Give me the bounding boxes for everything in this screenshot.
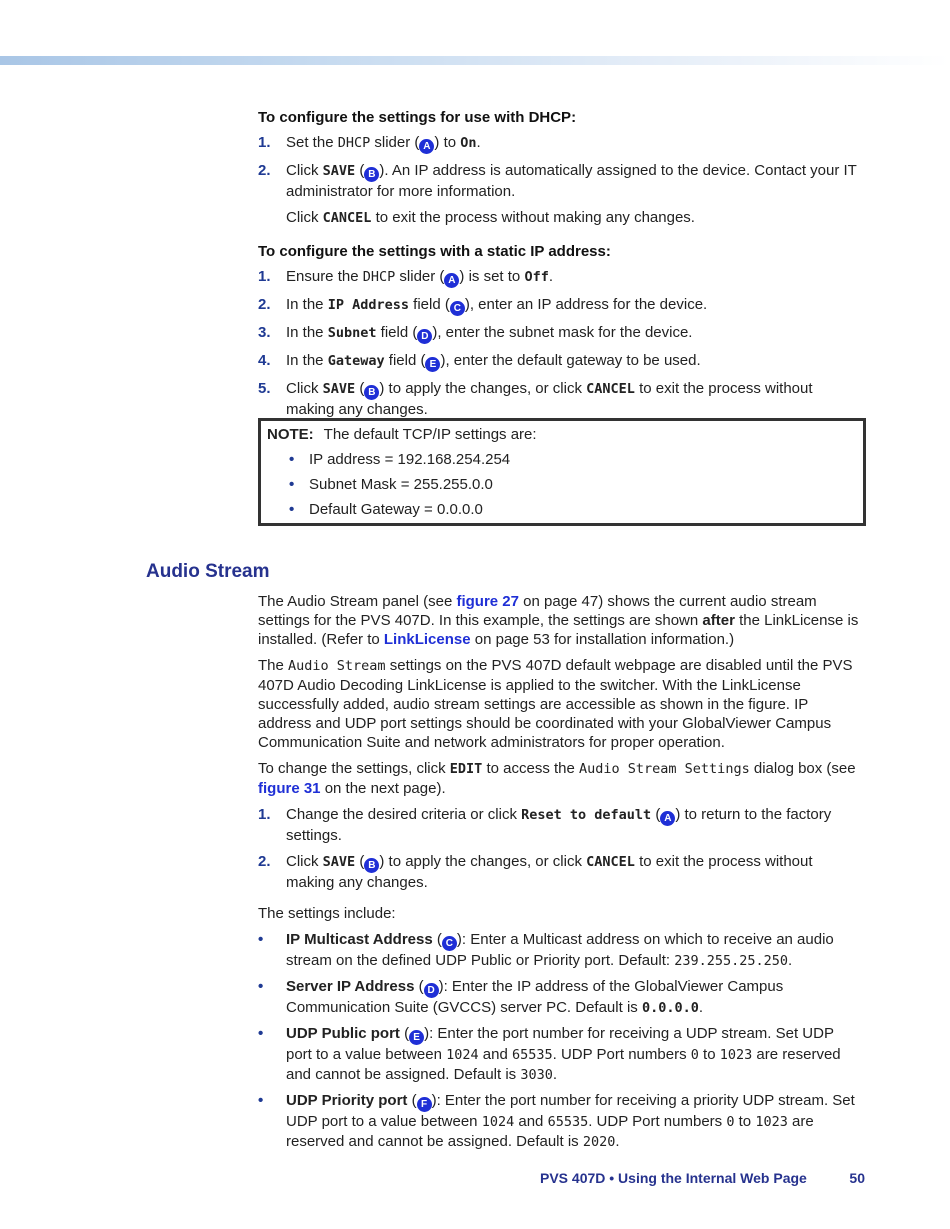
note-item xyxy=(267,500,863,519)
step-number: 1. xyxy=(258,268,271,285)
cancel-term: CANCEL xyxy=(322,210,372,226)
step-text: Change the desired criteria or click xyxy=(286,806,522,823)
bullet-icon: • xyxy=(289,476,295,493)
dhcp-term: DHCP xyxy=(362,269,396,285)
static-step-4 xyxy=(258,351,862,372)
setting-text: . xyxy=(788,952,793,969)
static-step-2 xyxy=(258,295,862,316)
setting-text: ): Enter the IP address of the GlobalViewer Campus Communication Suite (GVCCS) server PC. Default is xyxy=(286,978,784,1016)
port-min: 1024 xyxy=(446,1047,479,1063)
static-step-5 xyxy=(258,379,862,419)
setting-text: ): Enter the port number for receiving a priority UDP stream. Set UDP port to a value between xyxy=(286,1092,855,1130)
callout-b-icon: B xyxy=(364,167,379,182)
audio-step-1 xyxy=(258,805,862,845)
setting-text: . UDP Port numbers xyxy=(552,1046,691,1063)
network-settings-section xyxy=(258,108,862,426)
callout-b-icon: B xyxy=(364,385,379,400)
callout-e-icon: E xyxy=(409,1030,424,1045)
step-number: 1. xyxy=(258,134,271,151)
callout-c-icon: C xyxy=(442,936,457,951)
step-text: Set the xyxy=(286,134,338,151)
step-number: 2. xyxy=(258,296,271,313)
dhcp-term: DHCP xyxy=(337,135,371,151)
setting-text: and xyxy=(478,1046,512,1063)
edit-term: EDIT xyxy=(449,761,483,777)
port-max: 65535 xyxy=(512,1047,553,1063)
step-text: Ensure the xyxy=(286,268,363,285)
para-text: to exit the process without making any changes. xyxy=(371,209,695,226)
para-text: the LinkLicense is installed. (Refer to xyxy=(258,612,859,648)
setting-text: ( xyxy=(399,1025,410,1042)
audio-step-2 xyxy=(258,852,862,892)
port-max: 65535 xyxy=(547,1114,589,1130)
static-heading: To configure the settings with a static IP address: xyxy=(258,243,611,260)
step-text: ) to xyxy=(434,134,461,151)
figure-31-link[interactable]: figure 31 xyxy=(258,780,321,797)
step-text: . xyxy=(548,268,554,285)
step-text: ( xyxy=(355,162,365,179)
on-term: On xyxy=(460,135,477,151)
setting-udp-public-port xyxy=(258,1024,862,1085)
audio-stream-title: Audio Stream xyxy=(146,561,270,582)
step-text: . xyxy=(476,134,481,151)
settings-intro: The settings include: xyxy=(258,905,396,922)
setting-text: ( xyxy=(432,931,442,948)
para-text: Click xyxy=(286,209,323,226)
step-text: slider ( xyxy=(395,268,445,285)
after-emphasis: after xyxy=(702,612,735,629)
setting-text: ( xyxy=(407,1092,417,1109)
step-number: 3. xyxy=(258,324,271,341)
ip-address-term: IP Address xyxy=(327,297,409,313)
para-text: dialog box (see xyxy=(749,760,856,777)
audio-stream-settings-term: Audio Stream Settings xyxy=(579,761,750,777)
page-number: 50 xyxy=(849,1170,865,1186)
audio-paragraph-3 xyxy=(258,759,862,798)
setting-text: . UDP Port numbers xyxy=(588,1113,727,1130)
save-term: SAVE xyxy=(322,163,356,179)
step-text: Click xyxy=(286,380,323,397)
setting-name: UDP Public port xyxy=(286,1025,400,1042)
callout-d-icon: D xyxy=(424,983,439,998)
gateway-term: Gateway xyxy=(327,353,385,369)
callout-f-icon: F xyxy=(417,1097,432,1112)
note-item xyxy=(267,475,863,494)
figure-27-link[interactable]: figure 27 xyxy=(456,593,519,610)
note-item-text: IP address = 192.168.254.254 xyxy=(309,451,511,468)
note-item-text: Subnet Mask = 255.255.0.0 xyxy=(309,476,493,493)
bullet-icon: • xyxy=(258,1025,264,1042)
step-text: ) to apply the changes, or click xyxy=(379,380,587,397)
linklicense-link[interactable]: LinkLicense xyxy=(383,631,471,648)
reserved-max: 1023 xyxy=(719,1047,753,1063)
default-value: 0.0.0.0 xyxy=(641,1000,699,1016)
subnet-term: Subnet xyxy=(327,325,377,341)
dhcp-heading: To configure the settings for use with DHCP: xyxy=(258,109,577,126)
setting-text: ): Enter a Multicast address on which to receive an audio stream on the defined UDP Public or Priority port. Default: xyxy=(286,931,834,969)
para-text: The xyxy=(258,657,289,674)
setting-text: are reserved and cannot be assigned. Default is xyxy=(286,1113,814,1150)
audio-stream-section xyxy=(258,592,862,1158)
para-text: to access the xyxy=(482,760,580,777)
callout-a-icon: A xyxy=(660,811,675,826)
default-value: 239.255.25.250 xyxy=(674,953,789,969)
callout-c-icon: C xyxy=(450,301,465,316)
audio-paragraph-1 xyxy=(258,592,862,649)
step-text: ) is set to xyxy=(459,268,525,285)
setting-name: UDP Priority port xyxy=(286,1092,408,1109)
step-text: to exit the process without making any changes. xyxy=(286,380,813,418)
setting-text: and xyxy=(514,1113,548,1130)
step-number: 5. xyxy=(258,380,271,397)
off-term: Off xyxy=(524,269,549,285)
step-number: 2. xyxy=(258,853,271,870)
step-text: ( xyxy=(355,380,365,397)
step-text: field ( xyxy=(376,324,418,341)
dhcp-cancel-note xyxy=(258,208,862,228)
reserved-min: 0 xyxy=(726,1114,735,1130)
step-number: 2. xyxy=(258,162,271,179)
step-text: ), enter the default gateway to be used. xyxy=(440,352,701,369)
save-term: SAVE xyxy=(322,854,356,870)
step-number: 4. xyxy=(258,352,271,369)
setting-text: to xyxy=(734,1113,756,1130)
bullet-icon: • xyxy=(258,1092,264,1109)
reserved-max: 1023 xyxy=(755,1114,788,1130)
cancel-term: CANCEL xyxy=(586,381,635,397)
step-text: In the xyxy=(286,352,328,369)
para-text: settings on the PVS 407D default webpage are disabled until the PVS 407D Audio Decoding LinkLicense is applied to the switcher. With the LinkLicense successfully added, audio stream settings are accessible as shown in the figure. IP address and UDP port settings should be coordinated with your GlobalViewer Campus Communication Suite and network administrators for proper operation. xyxy=(258,657,853,751)
step-text: ). An IP address is automatically assigned to the device. Contact your IT administrator for more information. xyxy=(286,162,857,200)
note-item xyxy=(267,450,863,469)
setting-name: Server IP Address xyxy=(286,978,415,995)
para-text: on page 53 for installation information.) xyxy=(470,631,735,648)
bullet-icon: • xyxy=(258,931,264,948)
step-text: ( xyxy=(651,806,661,823)
step-text: to exit the process without making any changes. xyxy=(286,853,813,891)
default-value: 3030 xyxy=(520,1067,553,1083)
step-text: ( xyxy=(355,853,365,870)
setting-ip-multicast xyxy=(258,930,862,971)
setting-text: ( xyxy=(414,978,424,995)
callout-e-icon: E xyxy=(425,357,440,372)
setting-text: . xyxy=(615,1133,620,1150)
port-min: 1024 xyxy=(481,1114,515,1130)
bullet-icon: • xyxy=(289,451,295,468)
step-text: In the xyxy=(286,296,328,313)
audio-stream-term: Audio Stream xyxy=(288,658,386,674)
dhcp-step-2 xyxy=(258,161,862,201)
footer-text: PVS 407D • Using the Internal Web Page xyxy=(540,1170,807,1186)
step-text: ), enter an IP address for the device. xyxy=(464,296,708,313)
setting-text: . xyxy=(552,1066,558,1083)
callout-a-icon: A xyxy=(444,273,459,288)
step-number: 1. xyxy=(258,806,271,823)
step-text: slider ( xyxy=(370,134,420,151)
step-text: Click xyxy=(286,853,323,870)
setting-server-ip xyxy=(258,977,862,1018)
bullet-icon: • xyxy=(289,501,295,518)
note-box xyxy=(258,418,866,526)
setting-text: to xyxy=(698,1046,720,1063)
step-text: In the xyxy=(286,324,328,341)
step-text: ) to apply the changes, or click xyxy=(379,853,587,870)
cancel-term: CANCEL xyxy=(586,854,635,870)
reset-to-default-term: Reset to default xyxy=(521,807,652,823)
reserved-min: 0 xyxy=(690,1047,699,1063)
header-gradient-bar xyxy=(0,56,950,65)
static-step-1 xyxy=(258,267,862,288)
para-text: on page 47) shows the current audio stream settings for the PVS 407D. In this example, the settings are shown xyxy=(258,593,817,629)
step-text: field ( xyxy=(408,296,450,313)
callout-d-icon: D xyxy=(417,329,432,344)
step-text: Click xyxy=(286,162,323,179)
audio-paragraph-2 xyxy=(258,656,862,752)
page-footer xyxy=(540,1169,865,1188)
para-text: The Audio Stream panel (see xyxy=(258,593,457,610)
callout-b-icon: B xyxy=(364,858,379,873)
note-item-text: Default Gateway = 0.0.0.0 xyxy=(309,501,483,518)
save-term: SAVE xyxy=(322,381,356,397)
step-text: ) to return to the factory settings. xyxy=(286,806,832,844)
default-value: 2020 xyxy=(582,1134,616,1150)
dhcp-step-1 xyxy=(258,133,862,154)
step-text: field ( xyxy=(384,352,426,369)
para-text: on the next page). xyxy=(320,780,446,797)
bullet-icon: • xyxy=(258,978,264,995)
para-text: To change the settings, click xyxy=(258,760,450,777)
note-intro-text: The default TCP/IP settings are: xyxy=(323,426,537,443)
setting-text: ): Enter the port number for receiving a UDP stream. Set UDP port to a value between xyxy=(286,1025,834,1063)
step-text: ), enter the subnet mask for the device. xyxy=(432,324,693,341)
callout-a-icon: A xyxy=(419,139,434,154)
setting-text: are reserved and cannot be assigned. Default is xyxy=(286,1046,841,1083)
note-intro xyxy=(267,425,863,444)
setting-udp-priority-port xyxy=(258,1091,862,1152)
static-step-3 xyxy=(258,323,862,344)
note-label: NOTE: xyxy=(267,426,314,443)
setting-text: . xyxy=(698,999,704,1016)
setting-name: IP Multicast Address xyxy=(286,931,433,948)
